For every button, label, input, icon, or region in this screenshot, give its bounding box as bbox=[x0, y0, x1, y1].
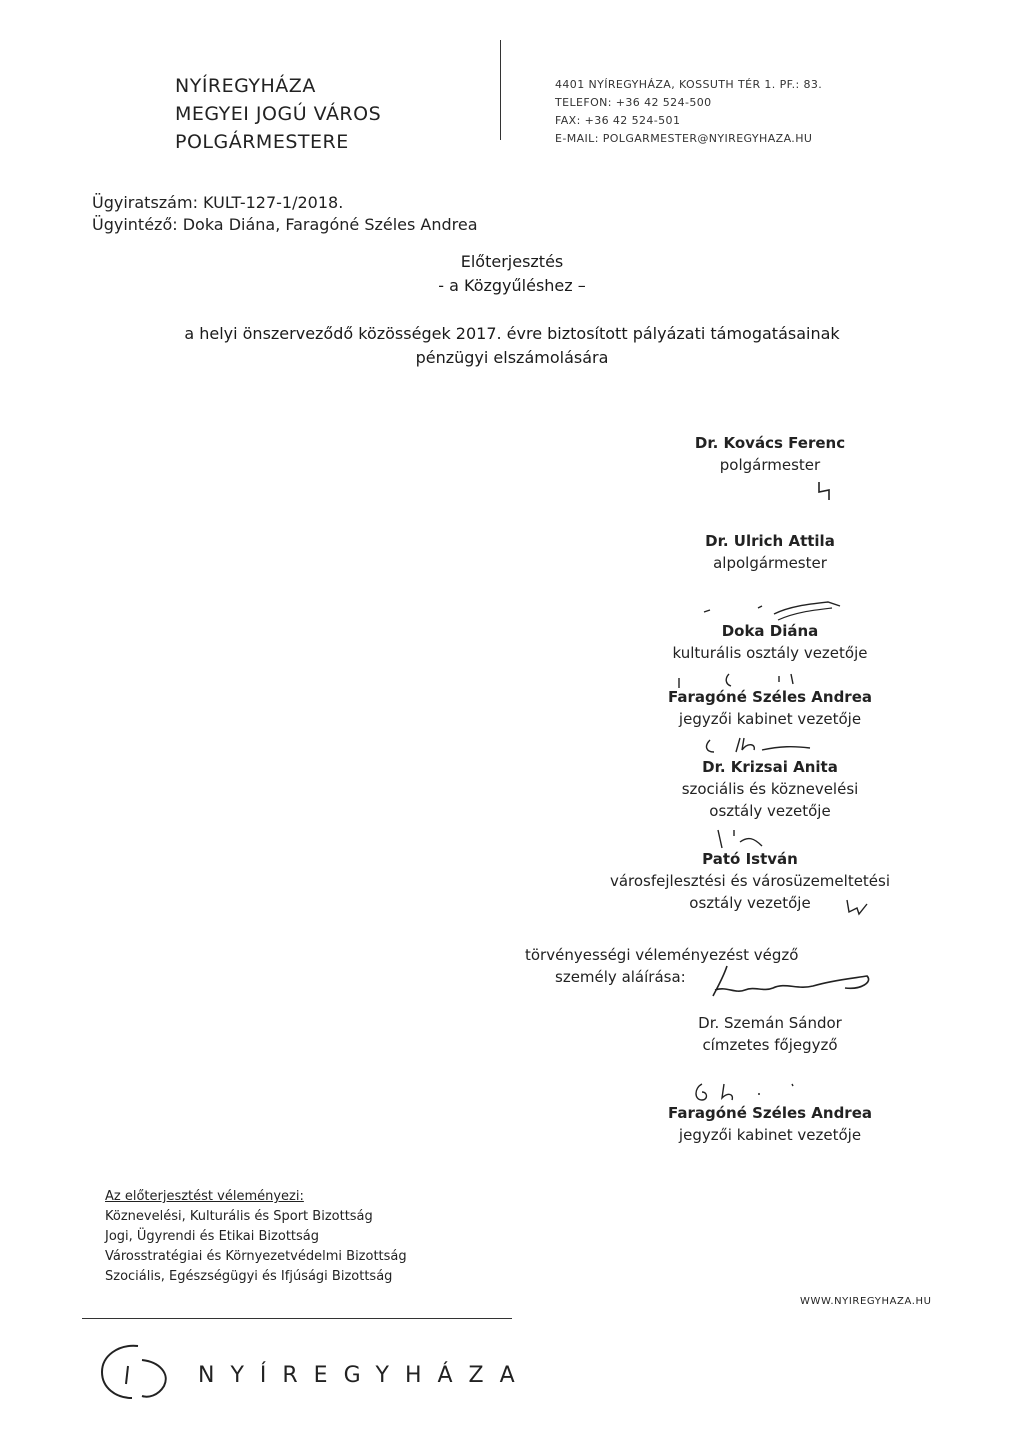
signatory-role: polgármester bbox=[719, 456, 821, 474]
reviewer-2: Jogi, Ügyrendi és Etikai Bizottság bbox=[105, 1229, 319, 1244]
signatory-role-1: városfejlesztési és városüzemeltetési bbox=[609, 872, 891, 890]
notary-role: címzetes főjegyző bbox=[702, 1036, 838, 1054]
proposal-subject bbox=[0, 322, 1024, 370]
signature-notary bbox=[705, 960, 880, 1002]
signatory-deputy-mayor bbox=[660, 530, 880, 574]
contact-fax: FAX: +36 42 524-501 bbox=[555, 114, 681, 127]
city-logo-icon bbox=[98, 1342, 178, 1402]
signatory-role: alpolgármester bbox=[713, 554, 827, 572]
signatory-cabinet-head bbox=[620, 686, 920, 730]
proposal-heading bbox=[0, 250, 1024, 298]
reviewers-block bbox=[105, 1187, 407, 1287]
reviewer-1: Köznevelési, Kulturális és Sport Bizottság bbox=[105, 1209, 373, 1224]
footer-divider bbox=[82, 1318, 512, 1319]
reviewer-3: Városstratégiai és Környezetvédelmi Bizottság bbox=[105, 1249, 407, 1264]
reviewers-heading: Az előterjesztést véleményezi: bbox=[105, 1189, 304, 1204]
footer-brand: NYÍREGYHÁZA bbox=[198, 1363, 531, 1388]
letterhead-line-1: NYÍREGYHÁZA bbox=[175, 75, 316, 97]
subject-line-1: a helyi önszerveződő közösségek 2017. évre biztosított pályázati támogatásainak bbox=[184, 324, 840, 343]
proposal-recipient: - a Közgyűléshez – bbox=[438, 276, 586, 295]
signatory-name: Doka Diána bbox=[721, 622, 819, 640]
reviewer-4: Szociális, Egészségügyi és Ifjúsági Bizottság bbox=[105, 1269, 393, 1284]
signatory-cabinet-head-2 bbox=[620, 1102, 920, 1146]
legality-line-2: személy aláírása: bbox=[555, 968, 686, 986]
signatory-social-head bbox=[620, 756, 920, 822]
letterhead-contact bbox=[555, 76, 822, 148]
case-officer: Ügyintéző: Doka Diána, Faragóné Széles Andrea bbox=[92, 215, 478, 234]
signature-initial-pato bbox=[843, 896, 873, 918]
letterhead-city bbox=[175, 72, 381, 156]
signatory-name: Dr. Ulrich Attila bbox=[705, 532, 835, 550]
signatory-role-1: szociális és köznevelési bbox=[681, 780, 859, 798]
signatory-name: Faragóné Széles Andrea bbox=[667, 688, 873, 706]
letterhead-line-2: MEGYEI JOGÚ VÁROS bbox=[175, 103, 382, 125]
subject-line-2: pénzügyi elszámolására bbox=[415, 348, 609, 367]
signature-initial-mayor bbox=[815, 480, 835, 502]
signatory-name: Pató István bbox=[702, 850, 798, 868]
cabinet-name: Faragóné Széles Andrea bbox=[667, 1104, 873, 1122]
proposal-title: Előterjesztés bbox=[460, 252, 564, 271]
signatory-mayor bbox=[660, 432, 880, 476]
signatory-role-2: osztály vezetője bbox=[689, 894, 811, 912]
signature-krizsai bbox=[700, 732, 840, 758]
signatory-role: jegyzői kabinet vezetője bbox=[678, 710, 862, 728]
footer-website: WWW.NYIREGYHAZA.HU bbox=[800, 1296, 932, 1307]
case-number: Ügyiratszám: KULT-127-1/2018. bbox=[92, 193, 344, 212]
header-divider bbox=[500, 40, 501, 140]
cabinet-role: jegyzői kabinet vezetője bbox=[678, 1126, 862, 1144]
signatory-role-2: osztály vezetője bbox=[709, 802, 831, 820]
signatory-name: Dr. Krizsai Anita bbox=[702, 758, 838, 776]
signatory-notary bbox=[660, 1012, 880, 1056]
legality-line-1: törvényességi véleményezést végző bbox=[525, 946, 799, 964]
signatory-name: Dr. Kovács Ferenc bbox=[694, 434, 846, 452]
contact-email: E-MAIL: POLGARMESTER@NYIREGYHAZA.HU bbox=[555, 132, 813, 145]
signatory-role: kulturális osztály vezetője bbox=[672, 644, 868, 662]
case-meta bbox=[92, 192, 478, 236]
signatory-culture-head bbox=[620, 620, 920, 664]
letterhead-line-3: POLGÁRMESTERE bbox=[175, 131, 349, 153]
notary-name: Dr. Szemán Sándor bbox=[698, 1014, 842, 1032]
contact-address: 4401 NYÍREGYHÁZA, KOSSUTH TÉR 1. PF.: 83. bbox=[555, 78, 823, 91]
contact-phone: TELEFON: +36 42 524-500 bbox=[555, 96, 712, 109]
